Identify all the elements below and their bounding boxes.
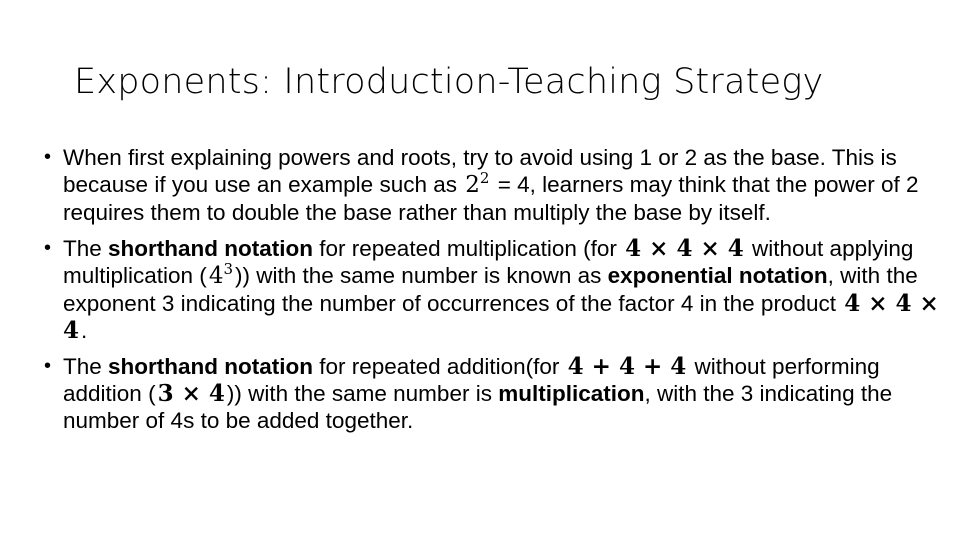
bullet-2-text: , with the exponent 3 indicating the number of occurrences of the factor 4 in the product [63,263,918,316]
bullet-3-text: The [63,354,109,379]
slide-title: Exponents: Introduction-Teaching Strategy [74,62,824,102]
bullet-item-2 [44,235,944,344]
term-shorthand-notation: shorthand notation [108,354,314,379]
bullet-1-text-cont: = 4, learners may think that the power of 2 requires them to double the base rather than multiply the base by itself. [63,172,919,225]
bullet-list [44,144,944,443]
term-shorthand-notation: shorthand notation [108,236,314,261]
bullet-item-3 [44,353,944,434]
bullet-2-text: The [63,236,109,261]
math-product: 3 × 4 [157,380,225,407]
bullet-dot-icon: • [44,355,52,377]
power-exponent: 3 [223,260,233,278]
bullet-3-text: )) with the same number is [226,381,499,406]
term-multiplication: multiplication [498,381,645,406]
bullet-3-text: without performing addition ( [63,354,880,406]
power-base: 4 [208,263,224,289]
bullet-3-text: for repeated addition(for [313,354,566,379]
term-exponential-notation: exponential notation [607,263,828,288]
math-product: 4 × 4 × 4 [625,235,744,262]
bullet-dot-icon: • [44,237,52,259]
bullet-2-text: )) with the same number is known as [235,263,608,288]
power-example [207,260,235,289]
power-example [463,169,491,198]
math-product: 4 × 4 × 4 [63,290,939,344]
math-sum: 4 + 4 + 4 [567,353,687,380]
bullet-2-text: without applying multiplication ( [63,236,914,288]
power-exponent: 2 [479,169,490,187]
bullet-1-text: When first explaining powers and roots, try to avoid using 1 or 2 as the base. This is because if you use an example such as [63,145,897,197]
power-base: 2 [465,172,480,198]
bullet-3-text: , with the 3 indicating the number of 4s to be added together. [63,381,893,433]
bullet-item-1 [44,144,944,226]
bullet-2-text: for repeated multiplication (for [313,236,624,261]
bullet-2-text: . [81,318,88,343]
bullet-dot-icon: • [44,146,52,168]
